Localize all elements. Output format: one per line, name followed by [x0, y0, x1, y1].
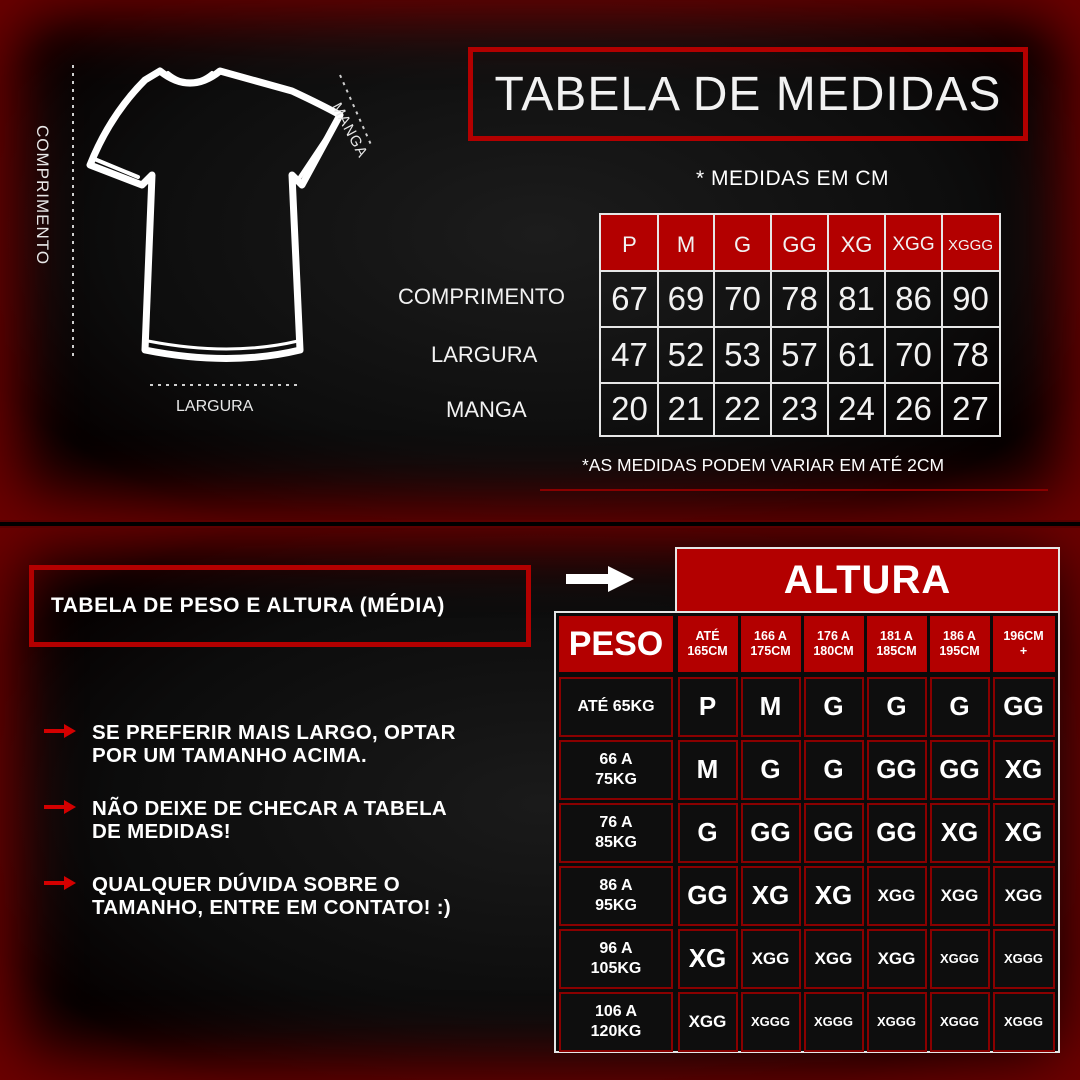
measurement-cell: 57 [781, 336, 818, 373]
height-header-line: 196CM [1003, 629, 1044, 643]
size-recommendation-cell: XGG [678, 992, 738, 1052]
red-arrow-icon [42, 873, 78, 893]
measurement-cell: 24 [838, 390, 875, 427]
measurement-cell: 20 [611, 390, 648, 427]
height-header-line: 185CM [876, 644, 917, 658]
size-header-cell: XGG [892, 234, 935, 255]
height-header-line: 180CM [813, 644, 854, 658]
height-header-line: ATÉ [695, 629, 720, 643]
diagram-label-manga: MANGA [327, 100, 372, 161]
measurement-cell: 69 [667, 280, 705, 317]
tip-line: SE PREFERIR MAIS LARGO, OPTAR [92, 721, 456, 744]
weight-label-line: 106 A [594, 1002, 638, 1020]
weight-label-cell [559, 992, 673, 1052]
measurement-cell: 53 [724, 336, 761, 373]
unit-note: * MEDIDAS EM CM [696, 167, 890, 190]
measurement-cell: 27 [952, 390, 989, 427]
tip-item [42, 797, 447, 843]
weight-label-line: 86 A [599, 876, 633, 894]
weight-label-cell [559, 740, 673, 800]
tshirt-diagram-icon [40, 55, 420, 435]
size-header-cell: GG [782, 232, 817, 257]
diagram-label-comprimento: COMPRIMENTO [33, 125, 52, 266]
size-recommendation-cell: XGG [993, 866, 1055, 926]
size-recommendation-cell: GG [804, 803, 864, 863]
weight-height-title: TABELA DE PESO E ALTURA (MÉDIA) [51, 594, 445, 617]
tip-line: NÃO DEIXE DE CHECAR A TABELA [92, 797, 448, 820]
measurement-cell: 78 [952, 336, 989, 373]
size-recommendation-cell: G [930, 677, 990, 737]
size-recommendation-cell: G [867, 677, 927, 737]
measurement-cell: 23 [781, 390, 818, 427]
size-header-cell: P [622, 232, 637, 257]
row-label-comprimento: COMPRIMENTO [398, 284, 566, 309]
size-recommendation-cell: XGGG [993, 992, 1055, 1052]
height-header-line: 166 A [754, 629, 787, 643]
tip-item [42, 873, 451, 919]
size-recommendation-cell: G [678, 803, 738, 863]
size-header-cell: XGGG [947, 236, 993, 254]
measurement-cell: 26 [895, 390, 932, 427]
height-header-line: 195CM [939, 644, 980, 658]
altura-header [675, 547, 1060, 613]
weight-height-table [554, 611, 1060, 1053]
height-header-line: 176 A [817, 629, 850, 643]
measurement-cell: 81 [838, 280, 875, 317]
height-header-cell [867, 616, 927, 672]
weight-label-cell [559, 677, 673, 737]
size-chart-panel [0, 0, 1080, 520]
size-recommendation-cell: M [678, 740, 738, 800]
size-recommendation-cell: XGGG [741, 992, 801, 1052]
size-recommendation-cell: XGGG [930, 929, 990, 989]
size-recommendation-cell: GG [867, 740, 927, 800]
weight-label-line: 96 A [599, 939, 633, 957]
size-chart-title: TABELA DE MEDIDAS [494, 67, 1002, 121]
size-recommendation-cell: XG [930, 803, 990, 863]
size-recommendation-cell: GG [678, 866, 738, 926]
height-header-line: 186 A [943, 629, 976, 643]
height-header-cell [804, 616, 864, 672]
tip-line: QUALQUER DÚVIDA SOBRE O [92, 873, 400, 896]
size-recommendation-cell: GG [867, 803, 927, 863]
measurement-cell: 52 [667, 336, 705, 373]
height-header-line: 175CM [750, 644, 791, 658]
size-recommendation-cell: XGGG [993, 929, 1055, 989]
weight-label-line: 76 A [599, 813, 633, 831]
size-header-cell: XG [840, 232, 873, 257]
size-recommendation-cell: XG [804, 866, 864, 926]
tip-line: DE MEDIDAS! [92, 820, 231, 843]
measurement-cell: 22 [724, 390, 761, 427]
measurement-cell: 67 [611, 280, 648, 317]
height-header-line: 165CM [687, 644, 728, 658]
weight-label-line: 95KG [595, 896, 637, 914]
size-recommendation-cell: XGGG [804, 992, 864, 1052]
size-recommendation-cell: XGGG [930, 992, 990, 1052]
size-recommendation-cell: XG [678, 929, 738, 989]
size-chart-title-box [468, 47, 1028, 141]
size-recommendation-cell: XGG [804, 929, 864, 989]
size-recommendation-cell: XG [993, 803, 1055, 863]
red-arrow-icon [42, 721, 78, 741]
weight-label-cell [559, 803, 673, 863]
altura-label: ALTURA [783, 557, 952, 602]
size-recommendation-cell: XG [993, 740, 1055, 800]
height-header-cell [993, 616, 1055, 672]
size-header-cell: G [733, 232, 752, 257]
measurements-table [599, 213, 1001, 437]
peso-label: PESO [559, 616, 673, 672]
height-header-cell [678, 616, 738, 672]
weight-label-line: ATÉ 65KG [577, 697, 655, 715]
divider-line [540, 489, 1048, 491]
measurement-cell: 86 [895, 280, 932, 317]
weight-label-line: 120KG [590, 1022, 642, 1040]
measurement-cell: 47 [611, 336, 648, 373]
row-label-largura: LARGURA [431, 342, 538, 367]
size-recommendation-cell: XGG [930, 866, 990, 926]
size-header-cell: M [676, 232, 696, 257]
measurement-cell: 78 [781, 280, 818, 317]
height-header-cell [741, 616, 801, 672]
tip-line: POR UM TAMANHO ACIMA. [92, 744, 368, 767]
size-recommendation-cell: G [741, 740, 801, 800]
height-header-line: 181 A [880, 629, 913, 643]
size-recommendation-cell: GG [993, 677, 1055, 737]
size-recommendation-cell: XGGG [867, 992, 927, 1052]
weight-label-cell [559, 929, 673, 989]
weight-label-line: 105KG [590, 959, 642, 977]
measurement-cell: 70 [895, 336, 932, 373]
measurement-cell: 21 [667, 390, 705, 427]
size-recommendation-cell: G [804, 677, 864, 737]
measurement-cell: 90 [952, 280, 989, 317]
weight-label-cell [559, 866, 673, 926]
size-recommendation-cell: M [741, 677, 801, 737]
height-header-line: + [1019, 644, 1028, 658]
size-recommendation-cell: XGG [867, 929, 927, 989]
tip-line: TAMANHO, ENTRE EM CONTATO! :) [92, 896, 452, 919]
size-recommendation-cell: GG [741, 803, 801, 863]
weight-label-line: 75KG [595, 770, 637, 788]
height-header-cell [930, 616, 990, 672]
white-arrow-icon [564, 564, 636, 594]
size-recommendation-cell: XGG [867, 866, 927, 926]
tip-item [42, 721, 456, 767]
panel-divider [0, 520, 1080, 528]
size-recommendation-cell: P [678, 677, 738, 737]
size-recommendation-cell: XG [741, 866, 801, 926]
measurement-cell: 61 [838, 336, 875, 373]
row-label-manga: MANGA [446, 397, 527, 422]
variation-note: *AS MEDIDAS PODEM VARIAR EM ATÉ 2CM [582, 455, 945, 475]
measurement-cell: 70 [724, 280, 761, 317]
weight-height-title-box [29, 565, 531, 647]
weight-label-line: 85KG [595, 833, 637, 851]
size-recommendation-cell: XGG [741, 929, 801, 989]
size-recommendation-cell: GG [930, 740, 990, 800]
diagram-label-largura: LARGURA [176, 398, 254, 415]
size-recommendation-cell: G [804, 740, 864, 800]
red-arrow-icon [42, 797, 78, 817]
weight-label-line: 66 A [599, 750, 633, 768]
